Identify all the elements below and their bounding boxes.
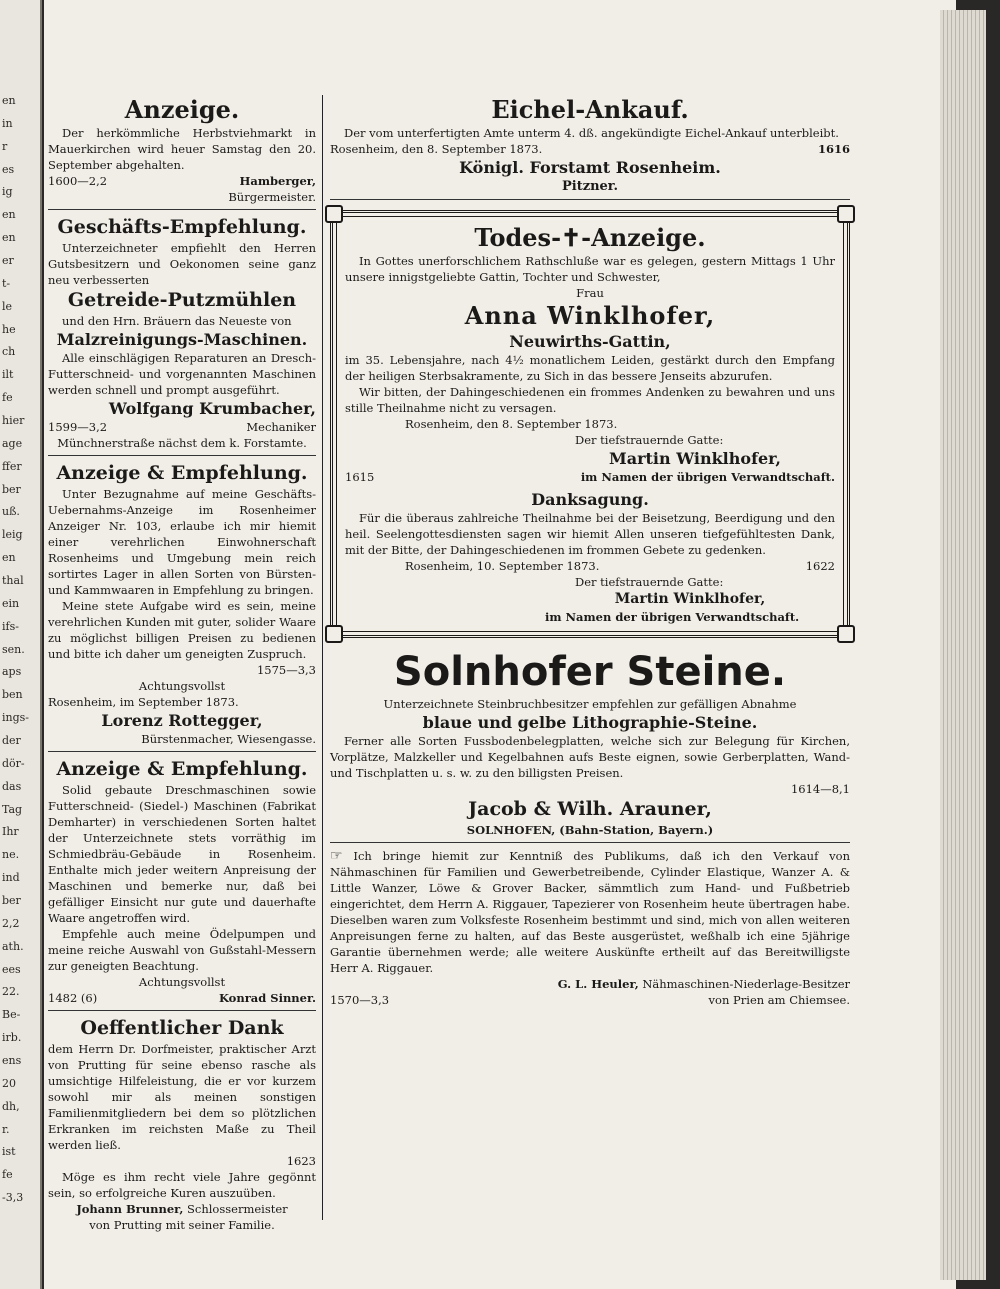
ad-text: Unterzeichnete Steinbruchbesitzer empfehlen zur gefälligen Abnahme [383,697,797,711]
ad-ref: 1575—3,3 [256,663,316,677]
ad-date: Rosenheim, den 8. September 1873. [330,142,543,156]
previous-page-text-fragment: age [2,436,23,450]
ad-signer: Pitzner. [561,179,618,194]
previous-page-text-fragment: leig [2,528,23,542]
previous-page-text-fragment: -3,3 [2,1191,24,1205]
previous-page-text-fragment: ne. [2,848,20,862]
previous-page-text-fragment: r [2,139,8,153]
previous-page-text-fragment: Ihr [2,825,19,839]
ad-title: Anzeige. [124,95,240,124]
previous-page-text-fragment: Be- [2,1008,21,1022]
previous-page-text-fragment: 22. [2,985,20,999]
ad-trade: Mechaniker [246,420,316,434]
ad-text: und den Hrn. Bräuern das Neueste von [62,314,292,328]
column-divider [322,95,323,1220]
death-notice-mourner-intro: Der tiefstrauernde Gatte: [575,433,724,447]
death-notice-text: im 35. Lebensjahre, nach 4½ monatlichem Leiden, gestärkt durch den Empfang der heiligen Sterbsakramente, zu Sich in das bessere Jenseits abzurufen. [345,353,835,383]
thanks-family: im Namen der übrigen Verwandtschaft. [545,610,800,624]
ad-ref: 1623 [286,1154,316,1168]
ad-text: Meine stete Aufgabe wird es sein, meine verehrlichen Kunden mit guter, solider Waare zu möglichst billigen Preisen zu bedienen und bitte ich daher um geneigten Zuspruch. [48,599,316,661]
ad-oeffentlicher-dank [48,1014,316,1237]
frame-ornament [837,625,855,643]
ad-ref: 1600—2,2 [48,174,108,188]
previous-page-text-fragment: 2,2 [2,916,20,930]
previous-page-text-fragment: en [2,551,16,565]
death-notice-role: Neuwirths-Gattin, [509,332,671,351]
ad-text: dem Herrn Dr. Dorfmeister, praktischer Arzt von Prutting für seine ebenso rasche als umsichtige Hilfeleistung, die er vor kurzem sowohl mir als meinen sonstigen Familienmitgliedern bei dem so plötzlichen Erkranken im reichsten Maße zu Theil werden ließ. [48,1042,316,1152]
previous-page-text-fragment: irb. [2,1031,22,1045]
ad-herbstviehmarkt [48,93,316,210]
ad-text: Der vom unterfertigten Amte unterm 4. dß. angekündigte Eichel-Ankauf unterbleibt. [344,126,839,140]
previous-page-text-fragment: he [2,322,16,336]
previous-page-text-fragment: le [2,299,13,313]
previous-page-fragment [0,0,42,1289]
ad-greeting: Achtungsvollst [138,975,226,989]
thanks-text: Für die überaus zahlreiche Theilnahme bei der Beisetzung, Beerdigung und den heil. Seelengottesdiensten sagen wir hiemit Allen unseren tiefgefühltesten Dank, mit der Bitte, der Dahingeschiedenen im frommen Gebete zu gedenken. [345,511,835,557]
previous-page-text-fragment: ist [2,1145,16,1159]
previous-page-text-fragment: uß. [2,505,20,519]
ad-place: von Prien am Chiemsee. [708,993,850,1007]
death-notice-frau: Frau [576,286,604,300]
previous-page-text-fragment: ifs- [2,619,19,633]
thanks-ref: 1622 [805,559,835,573]
ad-title: Anzeige & Empfehlung. [56,462,308,484]
frame-ornament [325,205,343,223]
ad-text: Empfehle auch meine Ödelpumpen und meine reiche Auswahl von Gußstahl-Messern zur geneigten Beachtung. [48,927,316,973]
ad-signature-trade: Schlossermeister [187,1202,288,1216]
previous-page-text-fragment: ees [2,962,21,976]
pointing-hand-icon: ☞ [330,848,343,864]
previous-page-text-fragment: in [2,116,13,130]
ad-greeting: Achtungsvollst [138,679,226,693]
death-notice-family: im Namen der übrigen Verwandtschaft. [580,470,835,484]
frame-ornament [837,205,855,223]
ad-title: Oeffentlicher Dank [80,1017,284,1039]
ad-signature-name: G. L. Heuler, [557,977,639,991]
frame-ornament [325,625,343,643]
previous-page-text-fragment: ens [2,1054,22,1067]
previous-page-text-fragment: ber [2,482,21,496]
ad-text: Möge es ihm recht viele Jahre gegönnt sein, so erfolgreiche Kuren auszuüben. [48,1170,316,1200]
ad-solnhofer-steine [330,646,850,843]
previous-page-text-fragment: t- [2,276,11,290]
previous-page-text-fragment: dh, [2,1099,20,1113]
thanks-mourner-intro: Der tiefstrauernde Gatte: [575,575,724,589]
ad-location: SOLNHOFEN, (Bahn-Station, Bayern.) [466,823,714,837]
thanks-mourner: Martin Winklhofer, [614,591,766,607]
ad-ref: 1482 (6) [48,991,98,1005]
previous-page-text-fragment: 20 [2,1076,16,1090]
previous-page-text-fragment: er [2,254,14,267]
thanks-title: Danksagung. [531,490,649,509]
previous-page-text-fragment: der [2,734,21,747]
ad-buersten-kammwaaren [48,459,316,752]
ad-signature-name: Johann Brunner, [76,1202,184,1216]
previous-page-text-fragment: ings- [2,711,30,725]
ad-signature-name: Wolfgang Krumbacher, [108,399,316,418]
ad-title: Geschäfts-Empfehlung. [57,216,307,238]
ad-ref: 1599—3,2 [48,420,108,434]
death-notice-text: Wir bitten, der Dahingeschiedenen ein frommes Andenken zu bewahren und uns stille Theilnahme nicht zu versagen. [345,385,835,415]
death-notice-ref: 1615 [345,470,375,484]
previous-page-text-fragment: Tag [2,802,23,816]
death-notice-date: Rosenheim, den 8. September 1873. [405,417,618,431]
ad-text: Alle einschlägigen Reparaturen an Dresch-Futterschneid- und vorgenannten Maschinen werden schnell und prompt ausgeführt. [48,351,316,397]
previous-page-text-fragment: ig [2,185,13,199]
ad-title: Anzeige & Empfehlung. [56,758,308,780]
ad-eichel-ankauf [330,93,850,200]
death-notice-name: Anna Winklhofer, [464,301,716,330]
previous-page-text-fragment: ch [2,345,16,359]
ad-title: Eichel-Ankauf. [491,95,689,124]
previous-page-text-fragment: en [2,208,16,222]
book-page-edges [940,10,986,1280]
ad-naehmaschinen [330,846,850,1012]
ad-ref: 1614—8,1 [790,782,850,796]
previous-page-text-fragment: r. [2,1122,10,1136]
ad-ref: 1570—3,3 [330,993,390,1007]
previous-page-text-fragment: ein [2,596,20,610]
ad-signature-trailer: von Prutting mit seiner Familie. [89,1218,275,1232]
previous-page-text-fragment: ind [2,871,20,885]
ad-trade: Bürstenmacher, Wiesengasse. [141,732,316,746]
ad-item: Getreide-Putzmühlen [67,289,297,311]
ad-item: Malzreinigungs-Maschinen. [56,330,308,349]
thanks-date: Rosenheim, 10. September 1873. [405,559,600,573]
death-notice-mourner: Martin Winklhofer, [609,449,781,468]
previous-page-text-fragment: das [2,779,22,793]
previous-page-text-fragment: aps [2,665,22,679]
ad-signature-name: Lorenz Rottegger, [101,711,263,730]
previous-page-text-fragment: fe [2,391,13,405]
previous-page-text-fragment: thal [2,574,24,587]
left-column [48,93,316,1240]
death-notice-intro: In Gottes unerforschlichem Rathschluße war es gelegen, gestern Mittags 1 Uhr unsere innigstgeliebte Gattin, Tochter und Schwester, [345,254,835,284]
death-notice-title: Todes-✝-Anzeige. [474,223,706,252]
ad-text: Der herkömmliche Herbstviehmarkt in Mauerkirchen wird heuer Samstag den 20. September abgehalten. [48,126,316,172]
ad-ref: 1616 [817,142,850,156]
ad-text: Solid gebaute Dreschmaschinen sowie Futterschneid- (Siedel-) Maschinen (Fabrikat Demharter) in verschiedenen Sorten haltet der Unterzeichnete stets vorräthig im Schmiedbräu-Gebäude in Rosenheim. Enthalte mich jeder weitern Anpreisung der Maschinen und bemerke nur, daß bei gefälliger Einsicht nur gute und dauerhafte Waare angetroffen wird. [48,783,316,925]
ad-geschaefts-empfehlung [48,213,316,456]
previous-page-text-fragment: ilt [2,368,14,382]
previous-page-text-fragment: dör- [2,756,25,770]
previous-page-text-fragment: en [2,231,16,245]
ad-item: blaue und gelbe Lithographie-Steine. [422,713,758,732]
ad-address: Münchnerstraße nächst dem k. Forstamte. [57,436,307,450]
ad-dreschmaschinen [48,755,316,1011]
previous-page-text-fragment: hier [2,414,25,427]
previous-page-text-fragment: ffer [2,459,22,473]
ad-place: Rosenheim, im September 1873. [48,695,239,709]
right-column [330,93,850,1015]
ad-text: Ferner alle Sorten Fussbodenbelegplatten, welche sich zur Belegung für Kirchen, Vorplätze, Malzkeller und Kegelbahnen aufs Beste eignen, sowie Gerberplatten, Wand- und Tischplatten u. s. w. zu den billigsten Preisen. [330,734,850,780]
previous-page-text-fragment: ath. [2,939,24,953]
ad-text: Ich bringe hiemit zur Kenntniß des Publikums, daß ich den Verkauf von Nähmaschinen für Familien und Gewerbetreibende, Cylinder Elastique, Wanzer A. & Little Wanzer, Löwe & Grover Backer, sämmtlich zum Hand- und Fußbetrieb eingerichtet, dem Herrn A. Riggauer, Tapezierer von Rosenheim heute übertragen habe. Dieselben waren zum Volksfeste Rosenheim bestimmt und sind, mich von allen weiteren Anpreisungen ferne zu halten, auf das Beste ausgerüstet, weßhalb ich eine 5jährige Garantie übernehmen werde; alle weitere Auskünfte ertheilt auf das Bereitwilligste Herr A. Riggauer. [330,849,851,975]
ad-signature-name: Konrad Sinner. [218,991,316,1005]
previous-page-text-fragment: sen. [2,642,25,656]
previous-page-text-fragment: en [2,94,16,107]
previous-page-text-fragment: fe [2,1168,13,1182]
ad-signature-trade: Nähmaschinen-Niederlage-Besitzer [642,977,850,991]
previous-page-text-fragment: es [2,162,15,176]
ad-firm: Jacob & Wilh. Arauner, [468,798,712,820]
ad-text: Unter Bezugnahme auf meine Geschäfts-Uebernahms-Anzeige im Rosenheimer Anzeiger Nr. 103, erlaube ich mir hiemit einer verehrlichen Einwohnerschaft Rosenheims und Umgebung mein reich sortirtes Lager in allen Sorten von Bürsten- und Kammwaaren in Empfehlung zu bringen. [48,487,316,597]
ad-signature-name: Hamberger, [239,174,316,188]
previous-page-text-fragment: ber [2,894,21,907]
ad-office: Königl. Forstamt Rosenheim. [459,158,721,177]
ad-text: Unterzeichneter empfiehlt den Herren Gutsbesitzern und Oekonomen seine ganz neu verbesserten [48,241,316,287]
previous-page-text-fragment: ben [2,688,23,702]
ad-signature-title: Bürgermeister. [228,190,316,204]
ad-title: Solnhofer Steine. [393,649,787,695]
death-notice-frame [330,210,850,638]
